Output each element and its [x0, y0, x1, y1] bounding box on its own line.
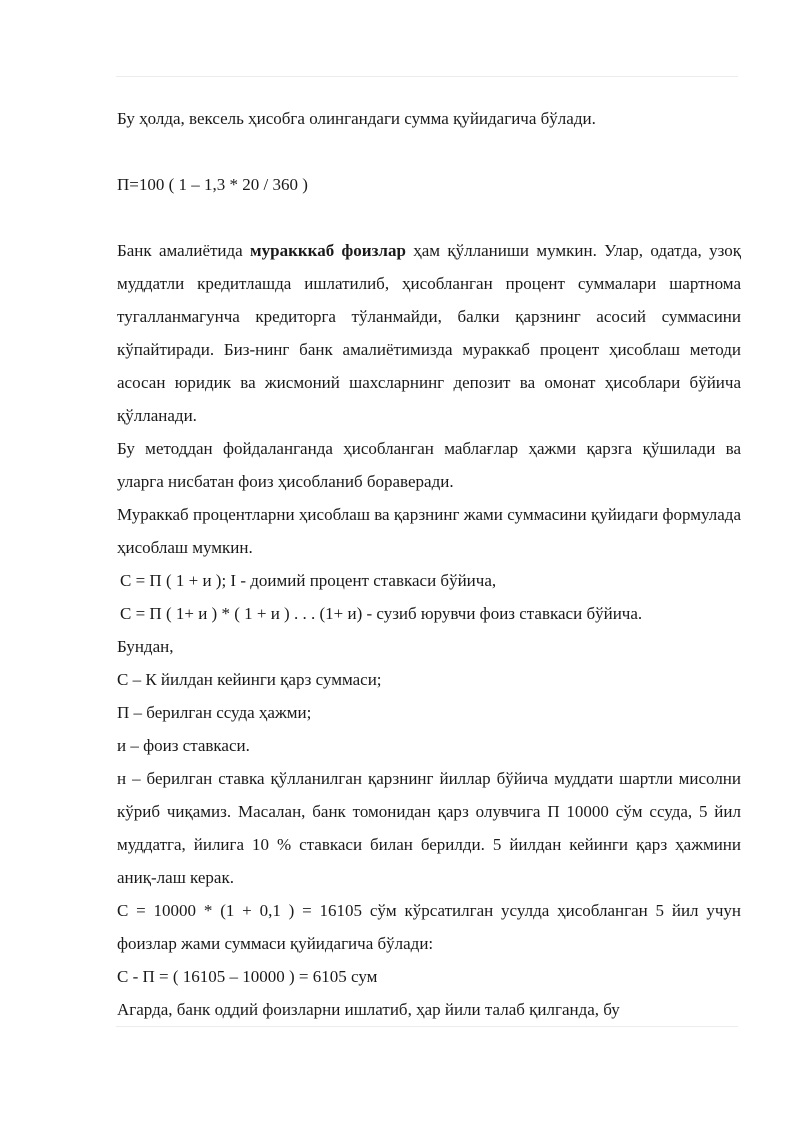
- paragraph-example: н – берилган ставка қўлланилган қарзнинг йиллар бўйича муддати шартли мисолни кўриб чиқамиз. Масалан, банк томонидан қарз олувчига П 10000 сўм ссуда, 5 йил муддатга, йилига 10 % ставкаси билан берилди. 5 йилдан кейинги қарз ҳажмини аниқ-лаш керак.: [117, 769, 741, 887]
- bold-term: муракккаб фоизлар: [250, 241, 406, 260]
- top-divider: [116, 76, 738, 77]
- paragraph-text-end: ҳам қўлланиши мумкин. Улар, одатда, узоқ муддатли кредитлашда ишлатилиб, ҳисобланган процент суммалари шартнома тугалланмагунча кредиторга тўланмайди, балки қарзнинг асосий суммасини кўпайтиради. Биз-нинг банк амалиётимизда мураккаб процент ҳисоблаш методи асосан юридик ва жисмоний шахсларнинг депозит ва омонат ҳисоблари бўйича қўлланади.: [117, 241, 741, 425]
- legend-i: и – фоиз ставкаси.: [117, 736, 250, 755]
- document-body: [117, 102, 741, 1026]
- paragraph-text-start: Банк амалиётида: [117, 241, 251, 260]
- formula-interest-total: С - П = ( 16105 – 10000 ) = 6105 сум: [117, 967, 378, 986]
- legend-c: С – К йилдан кейинги қарз суммаси;: [117, 670, 382, 689]
- paragraph-method: Бу методдан фойдаланганда ҳисобланган маблағлар ҳажми қарзга қўшилади ва уларга нисбатан фоиз ҳисобланиб бораверади.: [117, 439, 741, 491]
- paragraph-simple-interest: Агарда, банк оддий фоизларни ишлатиб, ҳар йили талаб қилганда, бу: [117, 1000, 620, 1019]
- paragraph-hence: Бундан,: [117, 637, 174, 656]
- bottom-divider: [116, 1026, 738, 1027]
- formula-fixed-rate: С = П ( 1 + и ); I - доимий процент ставкаси бўйича,: [120, 571, 497, 590]
- formula-example-calc: С = 10000 * (1 + 0,1 ) = 16105 сўм кўрсатилган усулда ҳисобланган 5 йил учун фоизлар жами суммаси қуйидагича бўлади:: [117, 901, 741, 953]
- paragraph-formula-intro: Мураккаб процентларни ҳисоблаш ва қарзнинг жами суммасини қуйидаги формулада ҳисоблаш мумкин.: [117, 505, 741, 557]
- paragraph-intro: Бу ҳолда, вексель ҳисобга олингандаги сумма қуйидагича бўлади.: [117, 109, 596, 128]
- formula-discount: П=100 ( 1 – 1,3 * 20 / 360 ): [117, 175, 308, 194]
- formula-floating-rate: С = П ( 1+ и ) * ( 1 + и ) . . . (1+ и) - сузиб юрувчи фоиз ставкаси бўйича.: [120, 604, 643, 623]
- legend-p: П – берилган ссуда ҳажми;: [117, 703, 312, 722]
- paragraph-compound-interest: [117, 234, 741, 432]
